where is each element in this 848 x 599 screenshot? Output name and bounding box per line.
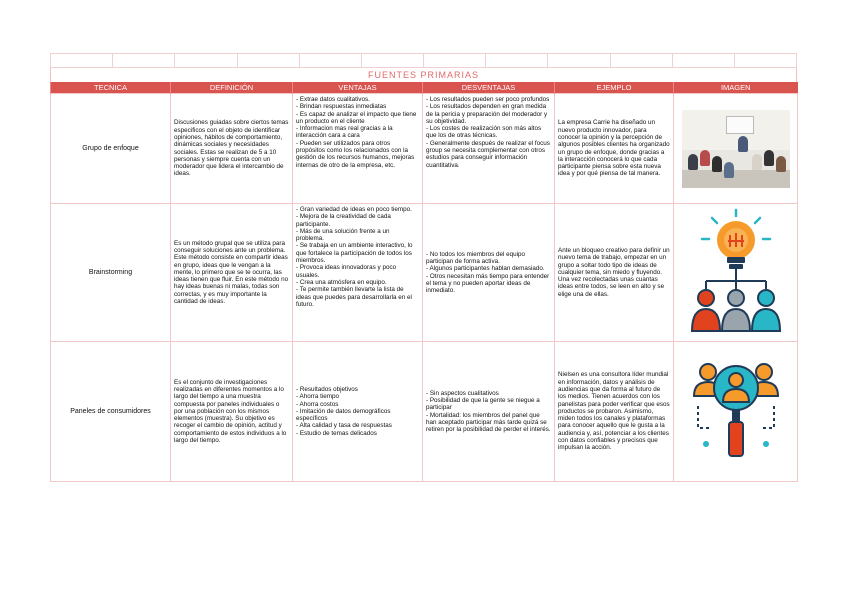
header-imagen: IMAGEN <box>674 82 798 94</box>
brainstorming-icon <box>690 207 782 335</box>
table-row <box>51 204 798 342</box>
spreadsheet <box>50 53 797 482</box>
cell-ventajas: - Resultados objetivos - Ahorra tiempo - Ahorra costos - Imitación de datos demográficos específicos - Alta calidad y tasa de respuestas - Estudio de temas delicados <box>293 342 423 482</box>
cell-imagen <box>674 94 798 204</box>
cell-tecnica: Grupo de enfoque <box>51 94 171 204</box>
table-row <box>51 342 798 482</box>
header-definicion: DEFINICIÓN <box>171 82 293 94</box>
cell-imagen <box>674 204 798 342</box>
header-ventajas: VENTAJAS <box>293 82 423 94</box>
section-title: FUENTES PRIMARIAS <box>50 68 797 82</box>
cell-ventajas: - Extrae datos cualitativos. - Brindan respuestas inmediatas - Es capaz de analizar el impacto que tiene un producto en el cliente - Informacion mas real gracias a la interacción cara a cara - Pueden ser utilizados para otros propósitos como los relacionados con la gestión de los recursos humanos, mejoras internas de otro de la empresa, etc. <box>293 94 423 204</box>
cell-definicion: Discusiones guiadas sobre ciertos temas especificos con el objeto de identificar opiniones, hábitos de comportamiento, dinámicas sociales y necesidades sociales. Estas se realizan de 5 a 10 personas y siempre cuenta con un moderador que lidera el intercambio de ideas. <box>171 94 293 204</box>
techniques-table <box>50 82 798 482</box>
header-desventajas: DESVENTAJAS <box>423 82 555 94</box>
cell-desventajas: - Sin aspectos cualitativos - Posibilidad de que la gente se niegue a participar - Mortalidad: los miembros del panel que han aceptado participar más tarde quizá se retiren por la posibilidad de perder el interés. <box>423 342 555 482</box>
cell-ejemplo: La empresa Carrie ha diseñado un nuevo producto innovador, para conocer la opinión y la percepción de algunos posibles clientes ha organizado un grupo de enfoque, donde gracias a la interacción conocerá lo que cada participante piensa sobre esta nueva idea y por qué piensa de tal manera. <box>555 94 674 204</box>
cell-definicion: Es un método grupal que se utiliza para conseguir soluciones ante un problema. Este método consiste en compartir ideas en grupo, ideas que le vengan a la mente, lo primero que se te ocurra, las ideas tienen que fluir. En este método no hay ideas buenas ni malas, todas son correctas, y es muy importante la cantidad de ideas. <box>171 204 293 342</box>
consumer-panel-icon <box>688 358 784 462</box>
cell-definicion: Es el conjunto de investigaciones realizadas en diferentes momentos a lo largo del tiempo a una muestra compuesta por paneles individuales o por una población con los mismos elementos (muestra). Su objetivo es recoger el cambio de opinión, actitud y comportamiento de estos individuos a lo largo del tiempo. <box>171 342 293 482</box>
header-tecnica: TECNICA <box>51 82 171 94</box>
cell-ejemplo: Ante un bloqueo creativo para definir un nuevo tema de trabajo, empezar en un grupo a soltar todo tipo de ideas de cualquier tema, sin miedo y fluyendo. Una vez recolectadas unas cuantas ideas entre todos, se leen en alto y se elige una de ellas. <box>555 204 674 342</box>
header-row <box>51 82 798 94</box>
focus-group-photo <box>682 110 790 188</box>
table-row <box>51 94 798 204</box>
cell-desventajas: - Los resultados pueden ser poco profundos - Los resultados dependen en gran medida de la pericia y preparación del moderador y su objetividad. - Los costes de realización son más altos que los de otras técnicas. - Generalmente después de realizar el focus group se necesita complementar con otros estudios para conseguir información cuantitativa. <box>423 94 555 204</box>
cell-desventajas: - No todos los miembros del equipo participan de forma activa. - Algunos participantes hablan demasiado. - Otros necesitan más tiempo para entender el tema y no pueden aportar ideas de inmediato. <box>423 204 555 342</box>
cell-tecnica: Paneles de consumidores <box>51 342 171 482</box>
cell-ventajas: - Gran variedad de ideas en poco tiempo. - Mejora de la creatividad de cada participante. - Más de una solución frente a un problema. - Se trabaja en un ambiente interactivo, lo que fortalece la participación de todos los miembros. - Provoca ideas innovadoras y poco usuales. - Crea una atmósfera en equipo. - Te permite también llevarte la lista de ideas que puedes para desarrollarla en el futuro. <box>293 204 423 342</box>
cell-tecnica: Brainstorming <box>51 204 171 342</box>
header-ejemplo: EJEMPLO <box>555 82 674 94</box>
cell-imagen <box>674 342 798 482</box>
empty-grid-row <box>50 53 797 68</box>
cell-ejemplo: Nielsen es una consultora líder mundial en información, datos y análisis de audiencias que da forma al futuro de los medios. Tienen acuerdos con los panelistas para poder verificar que esos productos se probaron. Asimismo, miden todos los canales y plataformas para conocer aquello que le gusta a la audiencia y, así, potenciar a los clientes con datos confiables y precisos que impulsan la acción. <box>555 342 674 482</box>
